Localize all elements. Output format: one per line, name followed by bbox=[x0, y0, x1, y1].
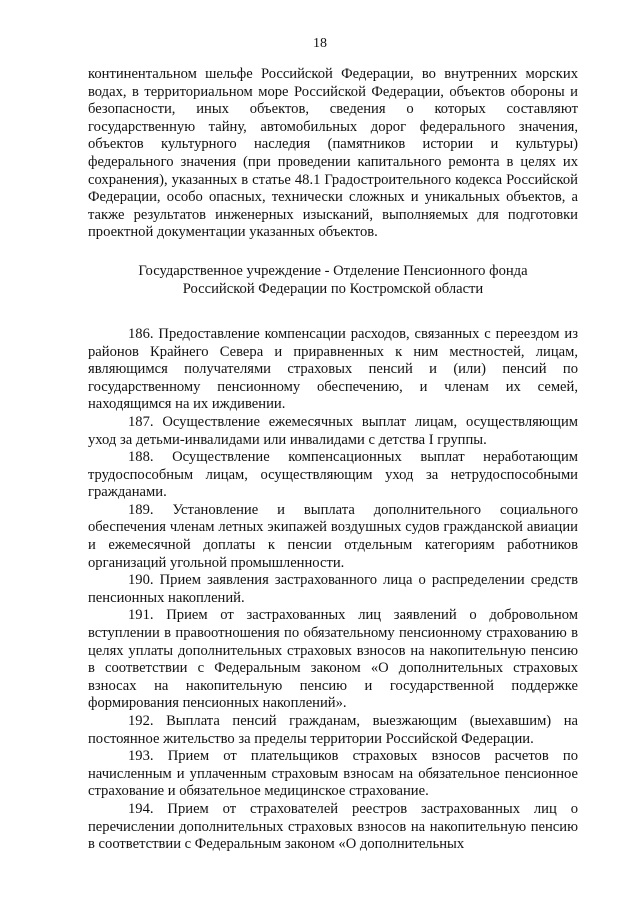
section-heading-line-1: Государственное учреждение - Отделение Пенсионного фонда bbox=[138, 262, 528, 279]
lead-paragraph: континентальном шельфе Российской Федерации, во внутренних морских водах, в территориальном море Российской Федерации, объектов обороны и безопасности, иных объектов, сведения о которых составляют государственную тайну, автомобильных дорог федерального значения, объектов культурного наследия (памятников истории и культуры) федерального значения (при проведении капитального ремонта в целях их сохранения), указанных в статье 48.1 Градостроительного кодекса Российской Федерации, особо опасных, технически сложных и уникальных объектов, а также результатов инженерных изысканий, выполняемых для подготовки проектной документации указанных объектов. bbox=[88, 66, 578, 241]
list-item-194: 194. Прием от страхователей реестров застрахованных лиц о перечислении дополнительных страховых взносов на накопительную пенсию в соответствии с Федеральным законом «О дополнительных bbox=[88, 800, 578, 853]
document-body bbox=[88, 66, 578, 854]
section-heading-line-2: Российской Федерации по Костромской области bbox=[182, 280, 484, 297]
list-item-187: 187. Осуществление ежемесячных выплат лицам, осуществляющим уход за детьми-инвалидами или инвалидами с детства I группы. bbox=[88, 413, 578, 448]
page-number: 18 bbox=[313, 36, 327, 51]
list-item-189: 189. Установление и выплата дополнительного социального обеспечения членам летных экипажей воздушных судов гражданской авиации и ежемесячной доплаты к пенсии отдельным категориям работников организаций угольной промышленности. bbox=[88, 501, 578, 571]
list-item-186: 186. Предоставление компенсации расходов, связанных с переездом из районов Крайнего Севера и приравненных к ним местностей, лицам, являющимся получателями страховых пенсий и (или) пенсий по государственному пенсионному обеспечению, и членам их семей, находящимся на их иждивении. bbox=[88, 325, 578, 413]
list-item-190: 190. Прием заявления застрахованного лица о распределении средств пенсионных накоплений. bbox=[88, 572, 578, 606]
list-item-188: 188. Осуществление компенсационных выплат неработающим трудоспособным лицам, осуществляющим уход за нетрудоспособными гражданами. bbox=[88, 449, 578, 501]
list-item-192: 192. Выплата пенсий гражданам, выезжающим (выехавшим) на постоянное жительство за пределы территории Российской Федерации. bbox=[88, 713, 578, 747]
list-item-191: 191. Прием от застрахованных лиц заявлений о добровольном вступлении в правоотношения по обязательному пенсионному страхованию в целях уплаты дополнительных страховых взносов на накопительную пенсию в соответствии с Федеральным законом «О дополнительных страховых взносах на накопительную пенсию и государственной поддержке формирования пенсионных накоплений». bbox=[88, 607, 578, 712]
list-item-193: 193. Прием от плательщиков страховых взносов расчетов по начисленным и уплаченным страховым взносам на обязательное пенсионное страхование и обязательное медицинское страхование. bbox=[88, 748, 578, 800]
section-heading bbox=[88, 262, 578, 298]
